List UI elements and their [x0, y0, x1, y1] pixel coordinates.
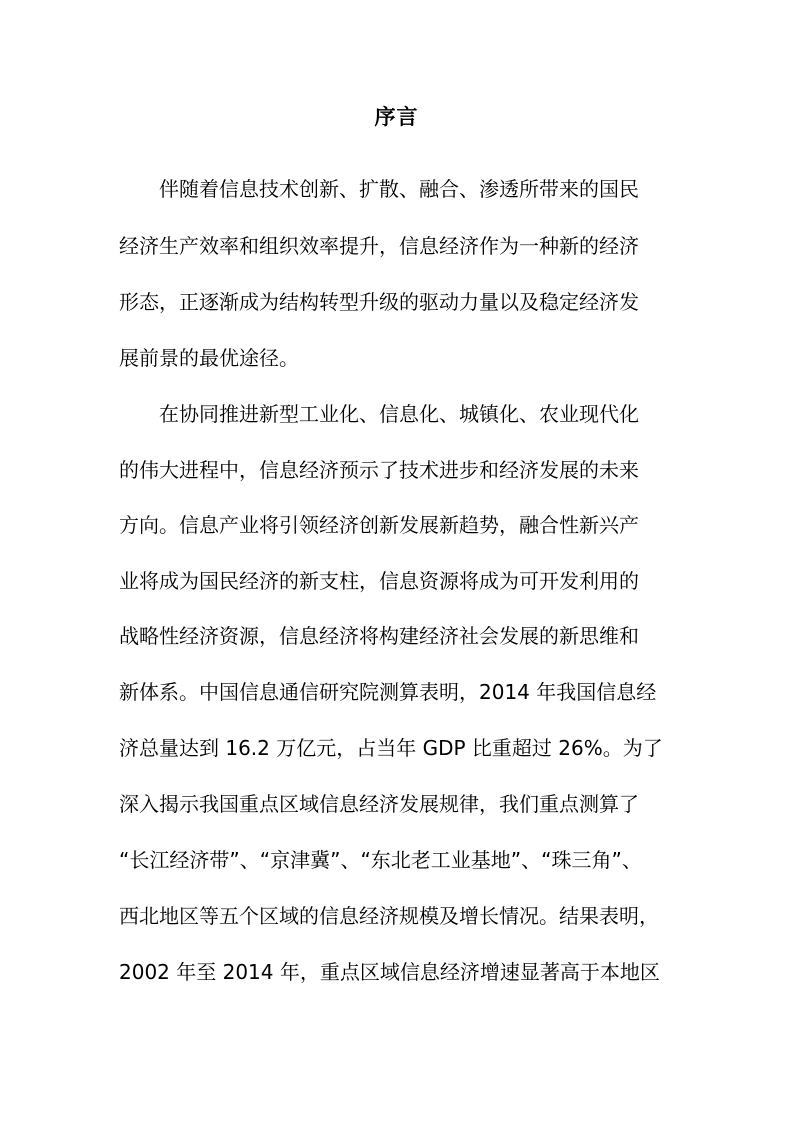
paragraph-2-line-7: 济总量达到 16.2 万亿元，占当年 GDP 比重超过 26%。为了 — [119, 736, 663, 760]
page-title: 序言 — [374, 105, 419, 129]
paragraph-1-line-3: 形态，正逐渐成为结构转型升级的驱动力量以及稳定经济发 — [119, 290, 639, 314]
paragraph-2-line-4: 业将成为国民经济的新支柱，信息资源将成为可开发利用的 — [119, 569, 639, 593]
paragraph-2-line-1: 在协同推进新型工业化、信息化、城镇化、农业现代化 — [159, 402, 639, 426]
paragraph-2-line-9: “长江经济带”、“京津冀”、“东北老工业基地”、“珠三角”、 — [119, 848, 642, 872]
paragraph-2-line-10: 西北地区等五个区域的信息经济规模及增长情况。结果表明， — [119, 904, 659, 928]
paragraph-2-line-5: 战略性经济资源，信息经济将构建经济社会发展的新思维和 — [119, 624, 639, 648]
paragraph-2-line-2: 的伟大进程中，信息经济预示了技术进步和经济发展的未来 — [119, 458, 639, 482]
paragraph-1-line-1: 伴随着信息技术创新、扩散、融合、渗透所带来的国民 — [159, 177, 639, 201]
paragraph-2-line-3: 方向。信息产业将引领经济创新发展新趋势，融合性新兴产 — [119, 513, 639, 537]
paragraph-2-line-6: 新体系。中国信息通信研究院测算表明，2014 年我国信息经 — [119, 680, 657, 704]
paragraph-2-line-8: 深入揭示我国重点区域信息经济发展规律，我们重点测算了 — [119, 792, 639, 816]
paragraph-2-line-11: 2002 年至 2014 年，重点区域信息经济增速显著高于本地区 — [119, 960, 660, 984]
paragraph-1-line-4: 展前景的最优途径。 — [119, 346, 299, 370]
paragraph-1-line-2: 经济生产效率和组织效率提升，信息经济作为一种新的经济 — [119, 234, 639, 258]
